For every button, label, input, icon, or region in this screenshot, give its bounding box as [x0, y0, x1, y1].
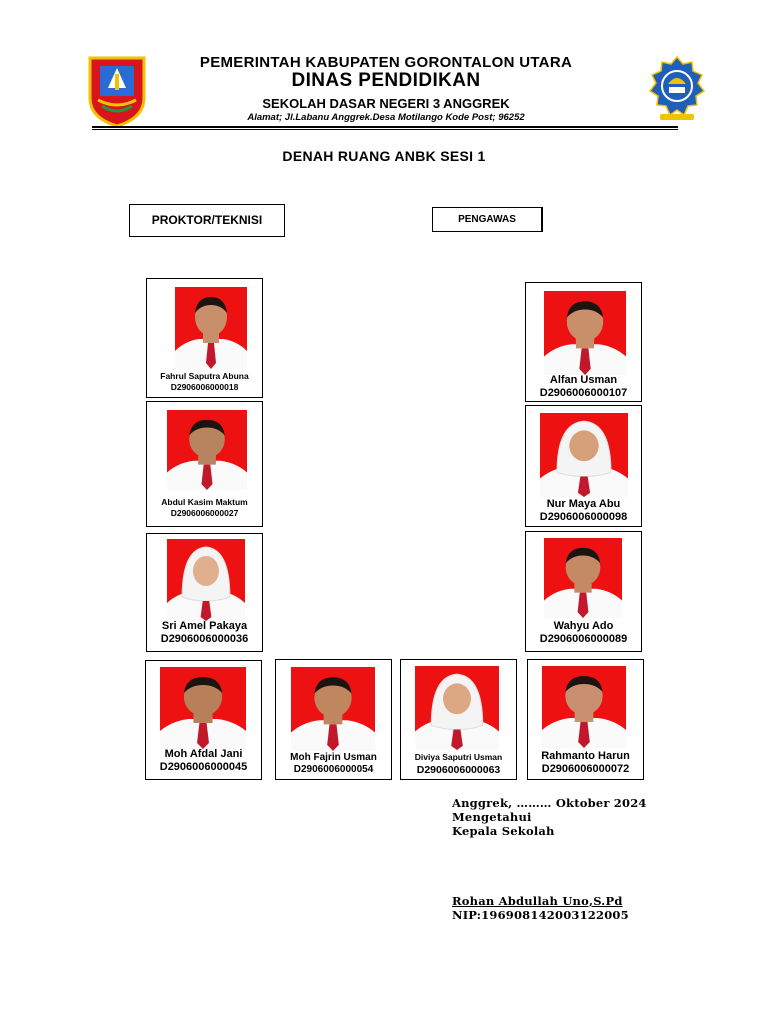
seat-card — [145, 660, 262, 780]
student-name: Sri Amel Pakaya — [161, 620, 248, 632]
seat-card — [146, 401, 263, 527]
student-id: D2906006000045 — [159, 761, 248, 773]
signature-place-date: Anggrek, ……… Oktober 2024 — [452, 796, 647, 810]
student-name: Rahmanto Harun — [541, 750, 630, 762]
seat-card — [525, 405, 642, 527]
student-name: Alfan Usman — [549, 374, 618, 386]
student-id: D2906006000054 — [293, 764, 374, 775]
student-photo — [415, 666, 499, 750]
student-photo — [175, 287, 247, 369]
student-photo — [544, 291, 626, 375]
student-id: D2906006000027 — [170, 508, 239, 518]
student-name: Fahrul Saputra Abuna — [160, 371, 249, 381]
student-photo — [540, 413, 628, 497]
student-photo — [291, 667, 375, 751]
student-id: D2906006000036 — [160, 633, 249, 645]
seat-card — [525, 531, 642, 652]
regency-emblem-icon — [86, 54, 148, 128]
signature-nip: NIP:196908142003122005 — [452, 908, 629, 922]
student-photo — [542, 666, 626, 748]
header-department: DINAS PENDIDIKAN — [291, 70, 481, 91]
student-photo — [167, 410, 247, 490]
header-government: PEMERINTAH KABUPATEN GORONTALON UTARA — [199, 54, 573, 71]
student-name: Abdul Kasim Maktum — [161, 497, 248, 507]
student-id: D2906006000072 — [541, 763, 630, 775]
header-divider-thin — [92, 129, 678, 130]
student-id: D2906006000089 — [539, 633, 628, 645]
seat-card — [146, 533, 263, 652]
seat-card — [275, 659, 392, 780]
student-name: Moh Afdal Jani — [164, 748, 243, 760]
signature-acknowledged: Mengetahui — [452, 810, 532, 824]
student-name: Moh Fajrin Usman — [290, 752, 377, 763]
student-name: Nur Maya Abu — [546, 498, 621, 510]
student-photo — [167, 539, 245, 621]
pengawas-box: PENGAWAS — [432, 207, 543, 232]
seat-card — [146, 278, 263, 398]
student-name: Wahyu Ado — [553, 620, 614, 632]
signature-name: Rohan Abdullah Uno,S.Pd — [452, 894, 623, 908]
tut-wuri-handayani-icon — [646, 54, 708, 126]
header-divider — [92, 126, 678, 128]
student-photo — [160, 667, 246, 749]
student-name: Diviya Saputri Usman — [414, 752, 503, 762]
student-photo — [544, 538, 622, 618]
seat-card — [527, 659, 644, 780]
seat-card — [525, 282, 642, 402]
student-id: D2906006000063 — [416, 764, 501, 776]
signature-role: Kepala Sekolah — [452, 824, 555, 838]
proktor-box: PROKTOR/TEKNISI — [129, 204, 285, 237]
seat-card — [400, 659, 517, 780]
header-school: SEKOLAH DASAR NEGERI 3 ANGGREK — [262, 96, 510, 111]
page-title: DENAH RUANG ANBK SESI 1 — [282, 148, 486, 164]
student-id: D2906006000018 — [170, 382, 239, 392]
header-address: Alamat; Jl.Labanu Anggrek.Desa Motilango Kode Post; 96252 — [247, 112, 525, 123]
student-id: D2906006000107 — [539, 387, 628, 399]
student-id: D2906006000098 — [539, 511, 628, 523]
